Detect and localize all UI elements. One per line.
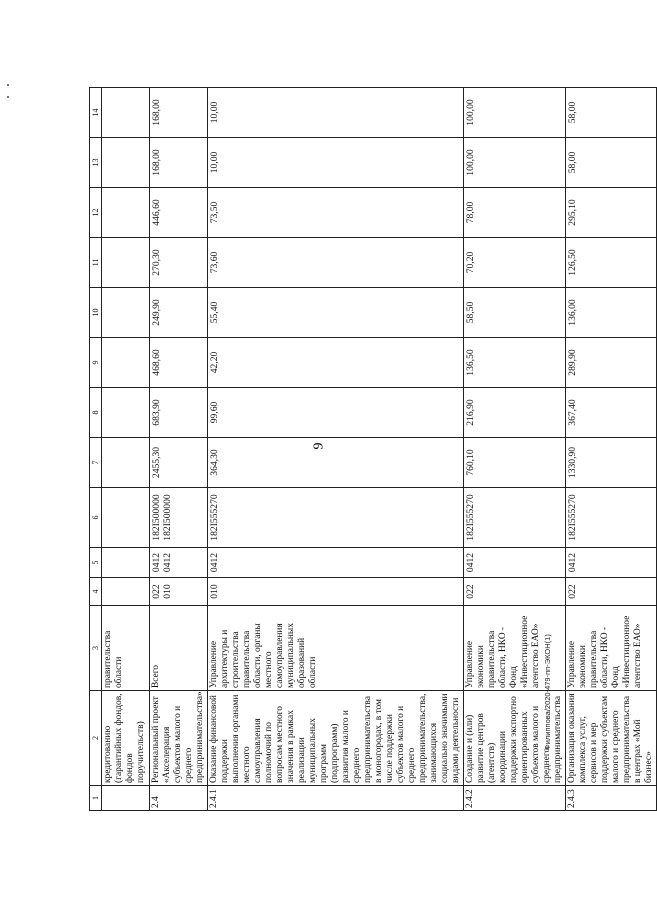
column-number: 1 bbox=[90, 786, 102, 811]
year-value: 683,90 bbox=[150, 388, 208, 438]
budget-code: 022 010 bbox=[150, 578, 208, 606]
section-code: 0412 0412 bbox=[150, 548, 208, 578]
column-number: 2 bbox=[90, 691, 102, 786]
row-number: 2.4.2 bbox=[464, 786, 566, 811]
rotated-table-wrapper bbox=[89, 88, 654, 811]
column-number-row bbox=[90, 88, 102, 811]
year-value: 216,90 bbox=[464, 388, 566, 438]
table-row bbox=[464, 88, 566, 811]
year-value: 10,00 bbox=[208, 88, 464, 138]
column-number: 13 bbox=[90, 138, 102, 188]
year-value: 10,00 bbox=[208, 138, 464, 188]
row-number: 2.4.3 bbox=[566, 786, 657, 811]
target-article: 182I555270 bbox=[566, 488, 657, 548]
year-value: 100,00 bbox=[464, 88, 566, 138]
year-value bbox=[102, 88, 150, 138]
responsible-executor: правительства области bbox=[102, 606, 150, 691]
row-number bbox=[102, 786, 150, 811]
year-value: 99,60 bbox=[208, 388, 464, 438]
year-value: 58,50 bbox=[464, 288, 566, 338]
responsible-executor: Управление экономики правительства области, НКО - Фонд «Инвестиционное агентство ЕАО» bbox=[464, 606, 566, 691]
responsible-executor: Всего bbox=[150, 606, 208, 691]
column-number: 11 bbox=[90, 238, 102, 288]
section-code: 0412 bbox=[208, 548, 464, 578]
year-value bbox=[102, 238, 150, 288]
year-value: 58,00 bbox=[566, 138, 657, 188]
row-number: 2.4 bbox=[150, 786, 208, 811]
section-code bbox=[102, 548, 150, 578]
total-value: 1330,90 bbox=[566, 438, 657, 488]
year-value: 289,90 bbox=[566, 338, 657, 388]
measure-name: Региональный проект «Акселерация субъектов малого и среднего предпринимательства» bbox=[150, 691, 208, 786]
year-value: 73,60 bbox=[208, 238, 464, 288]
column-number: 6 bbox=[90, 488, 102, 548]
column-number: 3 bbox=[90, 606, 102, 691]
year-value: 249,90 bbox=[150, 288, 208, 338]
budget-code: 022 bbox=[566, 578, 657, 606]
year-value: 78,00 bbox=[464, 188, 566, 238]
budget-table bbox=[89, 87, 657, 811]
year-value: 42,20 bbox=[208, 338, 464, 388]
column-number: 9 bbox=[90, 338, 102, 388]
measure-name: Организация оказания комплекса услуг, сервисов и мер поддержки субъектам малого и среднего предпринимательства в центрах «Мой бизнес» bbox=[566, 691, 657, 786]
total-value: 760,10 bbox=[464, 438, 566, 488]
table-row bbox=[566, 88, 657, 811]
measure-name: кредитованию (гарантийных фондов, фондов поручительств) bbox=[102, 691, 150, 786]
measure-name: Создание и (или) развитие центров (агентств) координации поддержки экспортно ориентированных субъектов малого и среднего предпринимательства bbox=[464, 691, 566, 786]
column-number: 5 bbox=[90, 548, 102, 578]
year-value: 136,00 bbox=[566, 288, 657, 338]
section-code: 0412 bbox=[566, 548, 657, 578]
budget-code: 022 bbox=[464, 578, 566, 606]
section-code: 0412 bbox=[464, 548, 566, 578]
year-value: 446,60 bbox=[150, 188, 208, 238]
year-value: 468,60 bbox=[150, 338, 208, 388]
column-number: 12 bbox=[90, 188, 102, 238]
table-row bbox=[208, 88, 464, 811]
table-row bbox=[150, 88, 208, 811]
column-number: 14 bbox=[90, 88, 102, 138]
column-number: 4 bbox=[90, 578, 102, 606]
total-value bbox=[102, 438, 150, 488]
column-number: 8 bbox=[90, 388, 102, 438]
total-value: 2455,30 bbox=[150, 438, 208, 488]
responsible-executor: Управление архитектуры и строительства правительства области, органы местного самоуправления муниципальных образований области bbox=[208, 606, 464, 691]
year-value bbox=[102, 388, 150, 438]
document-footer-code: Филиппова/2020-479-пп-ЭКОН(1) bbox=[543, 634, 552, 750]
budget-code bbox=[102, 578, 150, 606]
year-value: 168,00 bbox=[150, 138, 208, 188]
table-row bbox=[102, 88, 150, 811]
target-article: 182I555270 bbox=[464, 488, 566, 548]
year-value: 168,00 bbox=[150, 88, 208, 138]
total-value: 364,30 bbox=[208, 438, 464, 488]
year-value: 295,10 bbox=[566, 188, 657, 238]
measure-name: Оказание финансовой поддержки выполнения органами местного самоуправления полномочий по вопросам местного значения в рамках реализации муниципальных программ (подпрограмм) развития малого и среднего предпринимательства в моногородах, в том числе поддержки субъектов малого и среднего предпринимательства, занимающихся социально значимыми видами деятельности bbox=[208, 691, 464, 786]
budget-code: 010 bbox=[208, 578, 464, 606]
scan-speck bbox=[7, 84, 9, 86]
row-number: 2.4.1 bbox=[208, 786, 464, 811]
year-value: 70,20 bbox=[464, 238, 566, 288]
year-value: 55,40 bbox=[208, 288, 464, 338]
year-value: 270,30 bbox=[150, 238, 208, 288]
page-number: 9 bbox=[311, 442, 327, 450]
year-value bbox=[102, 288, 150, 338]
scan-speck bbox=[7, 96, 9, 98]
target-article bbox=[102, 488, 150, 548]
responsible-executor: Управление экономики правительства области, НКО - Фонд «Инвестиционное агентство ЕАО» bbox=[566, 606, 657, 691]
year-value: 100,00 bbox=[464, 138, 566, 188]
year-value bbox=[102, 138, 150, 188]
column-number: 7 bbox=[90, 438, 102, 488]
year-value bbox=[102, 188, 150, 238]
year-value: 136,50 bbox=[464, 338, 566, 388]
year-value bbox=[102, 338, 150, 388]
year-value: 126,50 bbox=[566, 238, 657, 288]
year-value: 73,50 bbox=[208, 188, 464, 238]
column-number: 10 bbox=[90, 288, 102, 338]
year-value: 367,40 bbox=[566, 388, 657, 438]
target-article: 182I500000 182I500000 bbox=[150, 488, 208, 548]
year-value: 58,00 bbox=[566, 88, 657, 138]
target-article: 182I555270 bbox=[208, 488, 464, 548]
